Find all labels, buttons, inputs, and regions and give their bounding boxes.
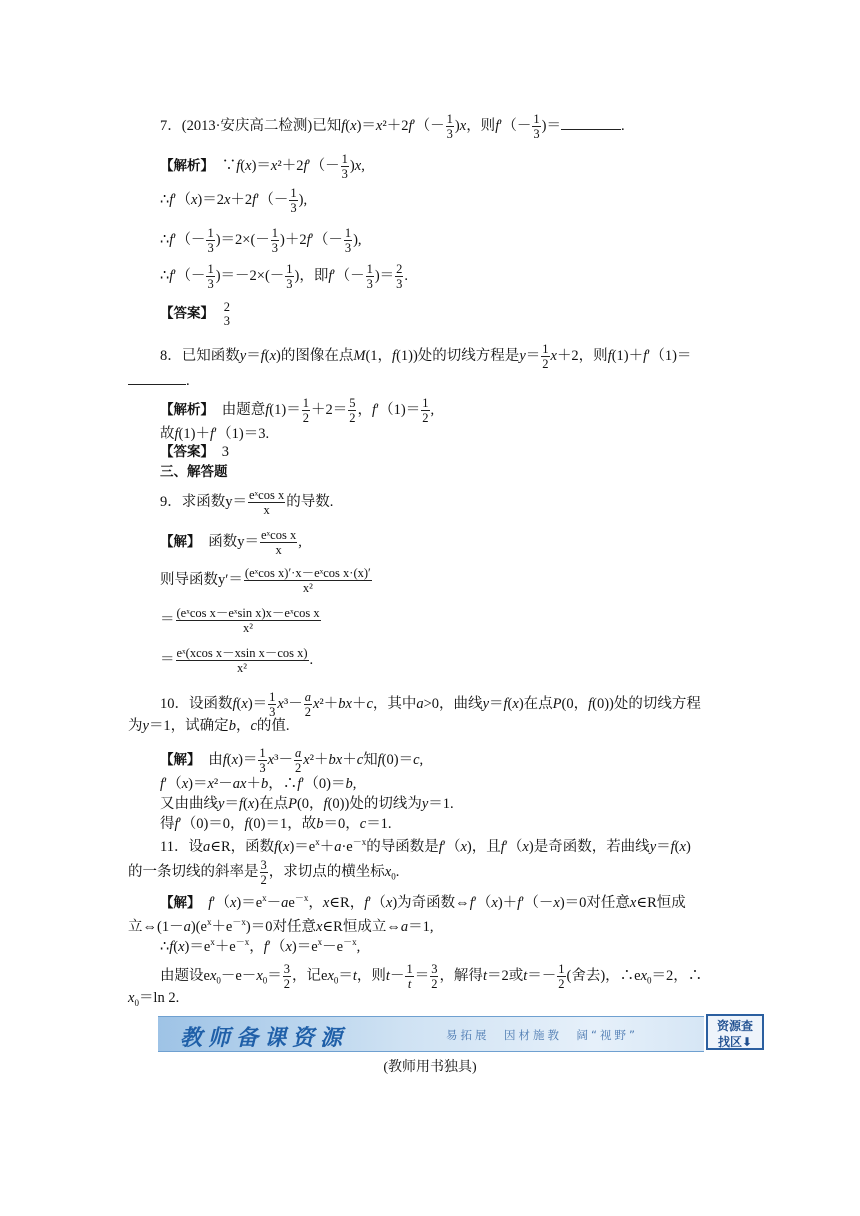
q7-text: 7．(2013·安庆高二检测)已知f(x)＝x²＋2f′（－ $\frac{1}{3}$ )x，则f′（－ $\frac{1}{3}$ )＝ . bbox=[160, 112, 625, 141]
q7-analysis-2: ∴f′（x)＝2x＋2f′（－ $\frac{1}{3}$ ), bbox=[160, 186, 308, 215]
caption: (教师用书独具) bbox=[383, 1060, 477, 1075]
q8-analysis-2: 故f(1)＋f′（1)＝3. bbox=[160, 426, 270, 442]
teacher-resource-banner bbox=[158, 1016, 704, 1052]
resource-search-label-2: 找区⬇ bbox=[717, 1035, 753, 1049]
q11-text-1: 11．设a∈R，函数$f(x)=e^x+a\cdot e^{-x}$的导函数是f′（x)，且f′（x)是奇函数，若曲线y＝f(x) bbox=[160, 837, 691, 855]
q10-solution-4: 得f′（0)＝0，f(0)＝1，故b＝0，c＝1. bbox=[160, 816, 392, 832]
q11-solution-2: 立$\Leftrightarrow(1-a)(e^x+e^{-x})=0$对任意x∈R恒成立⇔a＝1, bbox=[128, 917, 434, 935]
q7-analysis-1: 【解析】 ∵f(x)＝x²＋2f′（－ $\frac{1}{3}$ )x, bbox=[160, 152, 365, 181]
answer-blank bbox=[561, 115, 621, 130]
q8-answer: 【答案】 3 bbox=[160, 444, 229, 460]
q9-solution-3: ＝ $\frac{\text{(eˣcos x－eˣsin x)x－eˣcos x}}{\text{x²}}$ bbox=[160, 606, 320, 635]
q9-text: 9．求函数y＝ $\frac{\text{eˣcos x}}{x}$ 的导数. bbox=[160, 488, 334, 517]
resource-search-label-1: 资源查 bbox=[716, 1019, 753, 1033]
q11-solution-3: $\therefore f(x)=e^x+e^{-x}$，$f'(x)=e^x-e^{-x}$, bbox=[160, 937, 361, 955]
resource-search-button[interactable] bbox=[706, 1014, 764, 1050]
q10-solution-3: 又由曲线y＝f(x)在点P(0，f(0))处的切线为y＝1. bbox=[160, 796, 454, 812]
q11-solution-1: 【解】 $f'(x)=e^x-ae^{-x}$，x∈R，f′（x)为奇函数⇔f′（x)＋f′（－x)＝0对任意x∈R恒成 bbox=[160, 893, 686, 911]
q8-text: 8．已知函数y＝f(x)的图像在点M(1，f(1))处的切线方程是y＝ $\frac{1}{2}$ x＋2，则f(1)＋f′（1)＝ bbox=[160, 342, 692, 371]
q10-text-2: 为y＝1，试确定b，c的值. bbox=[128, 718, 290, 734]
banner-slogan: 易拓展 因材施教 阔“视野” bbox=[446, 1028, 638, 1042]
q7-analysis-4: ∴f′（－ $\frac{1}{3}$ )＝－2×(－ $\frac{1}{3}$ )，即f′（－ $\frac{1}{3}$ )＝ $\frac{2}{3}$ . bbox=[160, 262, 409, 291]
banner-title: 教师备课资源 bbox=[180, 1025, 349, 1051]
q10-solution-2: f′（x)＝x²－ax＋b，∴f′（0)＝b, bbox=[160, 776, 357, 792]
q9-solution-4: ＝ $\frac{\text{eˣ(xcos x－xsin x－cos x)}}{\text{x²}}$ . bbox=[160, 646, 314, 675]
q10-solution-1: 【解】 由f(x)＝ $\frac{1}{3}$ x³－ $\frac{a}{2}$ x²＋bx＋c知f(0)＝c, bbox=[160, 746, 424, 775]
q8-analysis-1: 【解析】 由题意f(1)＝ $\frac{1}{2}$ ＋2＝ $\frac{5}{2}$ ，f′（1)＝ $\frac{1}{2}$ , bbox=[160, 396, 435, 425]
q9-solution-1: 【解】 函数y＝ $\frac{\text{eˣcos x}}{x}$ , bbox=[160, 528, 302, 557]
q11-text-2: 的一条切线的斜率是 $\frac{3}{2}$ ，求切点的横坐标$x_0$. bbox=[128, 858, 400, 887]
q9-solution-2: 则导函数y′＝ $\frac{\text{(eˣcos x)′·x－eˣcos x·(x)′}}{\text{x²}}$ bbox=[160, 566, 371, 595]
q7-analysis-3: ∴f′（－ $\frac{1}{3}$ )＝2×(－ $\frac{1}{3}$ )＋2f′（－ $\frac{1}{3}$ ), bbox=[160, 226, 362, 255]
q7-answer: 【答案】 2 3 bbox=[160, 300, 230, 328]
q8-blank: . bbox=[128, 370, 190, 391]
q11-solution-4: 由题设$ex_0-e-x_0=$ $\frac{3}{2}$ ，记$ex_0=t$，则t－ $\frac{1}{t}$ ＝ $\frac{3}{2}$ ，解得t＝2或t＝－ $\frac{1}{2}$ (舍去)，$\therefore ex_0=2$，∴ bbox=[160, 962, 703, 991]
section-heading: 三、解答题 bbox=[160, 464, 228, 480]
q11-solution-5: $x_0=\ln$ 2. bbox=[128, 990, 180, 1008]
q10-text-1: 10．设函数f(x)＝ $\frac{1}{3}$ x³－ $\frac{a}{2}$ x²＋bx＋c，其中a>0，曲线y＝f(x)在点P(0，f(0))处的切线方程 bbox=[160, 690, 701, 719]
